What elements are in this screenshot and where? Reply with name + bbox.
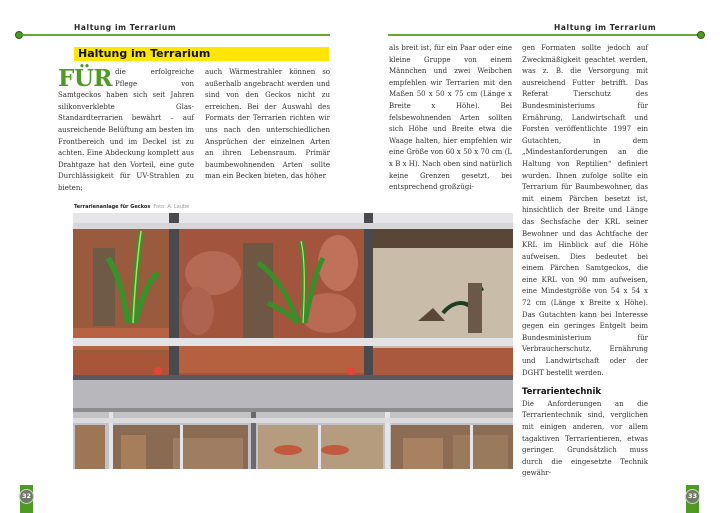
- running-head-right: Haltung im Terrarium: [554, 23, 657, 32]
- body-text: die erfolgreiche Pflege von Samtgeckos haben sich seit Jahren silikonverklebte Glas-Standardterrarien bewährt – auf ausreichende Belüftung am besten im Frontbereich und im Deckel ist zu achten. Eine Abdeckung komplett aus Drahtgaze hat den Vorteil, eine gute Durchlässigkeit für UV-Strahlen zu bieten;: [58, 68, 194, 192]
- running-head-left: Haltung im Terrarium: [74, 23, 177, 32]
- photo-credit: Foto: A. Laube: [153, 204, 190, 210]
- upper-tank-left: [73, 225, 169, 375]
- dropcap: FÜR: [58, 65, 113, 92]
- header-rule: [388, 34, 698, 36]
- right-column-1: [389, 43, 512, 194]
- body-text: auch Wärmestrahler können so außerhalb angebracht werden und sind von den Geckos nicht zu erreichen. Bei der Auswahl des Formats der Terrarien richten wir uns nach den unterschiedlichen Ansprüchen der einzelnen Arten an ihren Lebensraum. Primär baumbewohnenden Arten sollte man ein Becken bieten, das höher: [205, 68, 330, 181]
- upper-tank-center: [179, 228, 364, 378]
- upper-tank-right: [373, 228, 513, 378]
- subheading-terrarientechnik: Terrarientechnik: [522, 387, 602, 398]
- body-text: Die Anforderungen an die Terrarientechnik sind, verglichen mit einigen anderen, vor allem tagaktiven Terrarientieren, etwas geringer. Grundsätzlich muss durch die eingesetzte Technik gewähr-: [522, 399, 648, 478]
- left-column-1: [58, 67, 194, 195]
- terrarium-photo: [73, 213, 513, 469]
- photo-caption: [74, 204, 189, 210]
- body-text: gen Formaten sollte jedoch auf Zweckmäßigkeit geachtet werden, was z. B. die Versorgung mit ausreichend Futter betrifft. Das Referat Tierschutz des Bundesministeriums für Ernährung, Landwirtschaft und Forsten veröffentlichte 1997 ein Gutachten, in dem „Mindestanforderungen an die Haltung von Reptilien“ definiert wurden. Ihnen zufolge sollte ein Terrarium für Baumbewohner, das mit einem Pärchen besetzt ist, hinsichtlich der Breite und Länge das Sechsfache der KRL seiner Bewohner und das Achtfache der KRL im Hinblick auf die Höhe aufweisen. Dies bedeutet bei einem Pärchen Samtgeckos, die eine KRL von 90 mm aufweisen, eine Mindestgröße von 54 x 54 x 72 cm (Länge x Breite x Höhe). Das Gutachten kann bei Interesse gegen ein geringes Entgelt beim Bundesministerium für Verbraucherschutz, Ernährung und Landwirtschaft oder der DGHT bestellt werden.: [522, 44, 648, 377]
- header-marker-icon: [697, 31, 705, 39]
- left-column-2: [205, 67, 330, 183]
- body-text: als breit ist, für ein Paar oder eine kleine Gruppe von einem Männchen und zwei Weibchen empfehlen wir Terrarien mit den Maßen 50 x 50 x 75 cm (Länge x Breite x Höhe). Bei felsbewohnenden Arten sollten sich Höhe und Breite etwa die Waage halten, hier empfehlen wir eine Größe von 60 x 50 x 70 cm (L x B x H). Nach oben sind natürlich keine Grenzen gesetzt, bei entsprechend großzügi-: [389, 44, 512, 192]
- page-number-left: 32: [19, 489, 34, 504]
- caption-text: Terrarienanlage für Geckos: [74, 204, 151, 210]
- terrarium-illustration: [73, 213, 513, 469]
- page-number-tab-left: [20, 485, 33, 513]
- header-rule: [22, 34, 330, 36]
- page-number-tab-right: [686, 485, 699, 513]
- page-number-right: 33: [685, 489, 700, 504]
- right-column-2: [522, 43, 648, 480]
- section-title: Haltung im Terrarium: [74, 47, 329, 61]
